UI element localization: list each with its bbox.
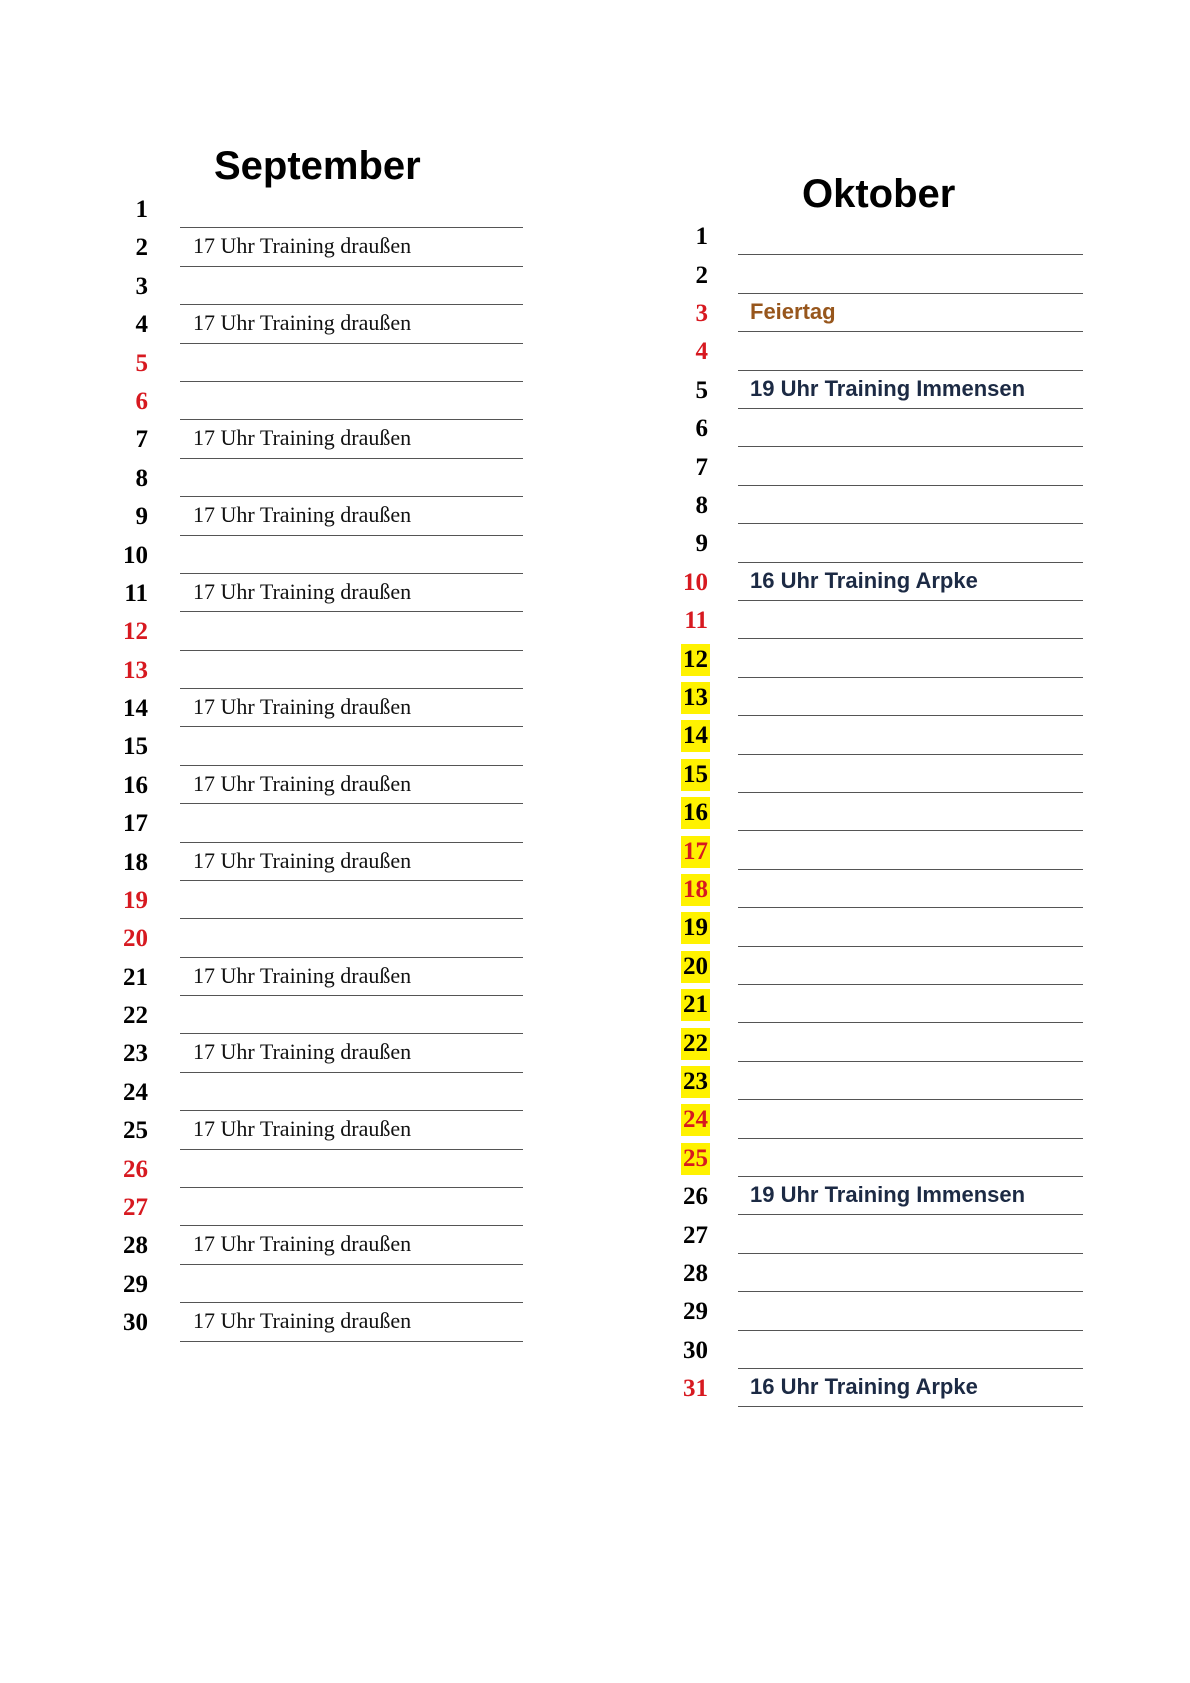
day-number: 8 [695, 491, 708, 519]
day-entry[interactable]: 17 Uhr Training draußen [193, 425, 412, 451]
day-row [100, 1292, 1083, 1330]
day-number: 26 [123, 1155, 148, 1183]
day-entry[interactable]: 17 Uhr Training draußen [193, 847, 412, 873]
day-number: 7 [135, 426, 148, 454]
day-row [100, 1177, 1083, 1215]
day-number: 12 [681, 644, 710, 676]
day-number: 18 [681, 874, 710, 906]
day-entry[interactable]: 17 Uhr Training draußen [193, 1116, 412, 1142]
day-row [100, 716, 1083, 754]
day-number: 22 [123, 1002, 148, 1030]
day-entry[interactable]: 17 Uhr Training draußen [193, 1231, 412, 1257]
day-entry[interactable]: 17 Uhr Training draußen [193, 502, 412, 528]
day-number: 10 [123, 541, 148, 569]
day-row [100, 985, 1083, 1023]
day-number: 4 [135, 311, 148, 339]
day-row [100, 832, 1083, 870]
day-number: 24 [681, 1104, 710, 1136]
month-title-oktober: Oktober [802, 172, 956, 216]
day-number: 7 [695, 453, 708, 481]
day-entry[interactable]: 17 Uhr Training draußen [193, 1039, 412, 1065]
day-number: 27 [683, 1221, 708, 1249]
day-number: 11 [684, 607, 708, 635]
day-number: 21 [681, 989, 710, 1021]
day-number: 22 [681, 1028, 710, 1060]
day-number: 23 [123, 1040, 148, 1068]
day-row [100, 409, 1083, 447]
day-row [100, 793, 1083, 831]
day-row [100, 1100, 1083, 1138]
day-row [100, 294, 1083, 332]
day-row [100, 1139, 1083, 1177]
day-number: 19 [123, 886, 148, 914]
day-number: 2 [135, 234, 148, 262]
day-entry[interactable]: 17 Uhr Training draußen [193, 694, 412, 720]
day-row [100, 870, 1083, 908]
day-number: 1 [695, 223, 708, 251]
day-number: 13 [123, 656, 148, 684]
day-entry[interactable]: 17 Uhr Training draußen [193, 233, 412, 259]
day-number: 19 [681, 912, 710, 944]
day-number: 31 [683, 1375, 708, 1403]
day-row [100, 1331, 1083, 1369]
day-entry[interactable]: 19 Uhr Training Immensen [750, 1182, 1026, 1208]
day-entry[interactable]: 17 Uhr Training draußen [193, 310, 412, 336]
day-number: 29 [123, 1270, 148, 1298]
day-row [100, 908, 1083, 946]
day-number: 6 [695, 415, 708, 443]
day-entry[interactable]: 16 Uhr Training Arpke [750, 567, 978, 593]
day-number: 5 [135, 349, 148, 377]
day-row [100, 371, 1083, 409]
day-entry[interactable]: 19 Uhr Training Immensen [750, 375, 1026, 401]
day-number: 14 [681, 720, 710, 752]
day-number: 3 [695, 299, 708, 327]
day-number: 26 [683, 1183, 708, 1211]
day-row [100, 524, 1083, 562]
day-row [100, 640, 1083, 678]
day-row [100, 486, 1083, 524]
day-number: 27 [123, 1193, 148, 1221]
day-entry[interactable]: 17 Uhr Training draußen [193, 578, 412, 604]
holiday-entry[interactable]: Feiertag [750, 298, 836, 324]
day-number: 11 [124, 579, 148, 607]
day-number: 25 [681, 1143, 710, 1175]
day-number: 9 [135, 503, 148, 531]
day-row [100, 601, 1083, 639]
day-number: 14 [123, 695, 148, 723]
day-row [100, 1216, 1083, 1254]
day-number: 2 [695, 261, 708, 289]
day-row [100, 563, 1083, 601]
day-number: 17 [681, 836, 710, 868]
day-number: 20 [681, 951, 710, 983]
day-number: 8 [135, 464, 148, 492]
day-row [100, 678, 1083, 716]
day-row [100, 1369, 1083, 1407]
day-number: 5 [695, 376, 708, 404]
day-number: 28 [123, 1232, 148, 1260]
day-number: 17 [123, 810, 148, 838]
day-number: 15 [681, 759, 710, 791]
day-number: 18 [123, 848, 148, 876]
day-row [100, 947, 1083, 985]
day-number: 23 [681, 1066, 710, 1098]
day-number: 16 [123, 771, 148, 799]
day-number: 20 [123, 925, 148, 953]
day-number: 15 [123, 733, 148, 761]
day-row [100, 448, 1083, 486]
day-number: 25 [123, 1117, 148, 1145]
day-number: 16 [681, 797, 710, 829]
day-number: 28 [683, 1259, 708, 1287]
day-number: 3 [135, 272, 148, 300]
month-title-september: September [214, 144, 421, 188]
day-number: 1 [135, 196, 148, 224]
day-entry[interactable]: 17 Uhr Training draußen [193, 770, 412, 796]
day-row [100, 217, 1083, 255]
day-number: 4 [695, 338, 708, 366]
day-entry[interactable]: 17 Uhr Training draußen [193, 1308, 412, 1334]
day-number: 10 [683, 568, 708, 596]
day-row [100, 332, 1083, 370]
day-number: 12 [123, 618, 148, 646]
entry-line [738, 1406, 1083, 1407]
day-row [100, 755, 1083, 793]
day-row [100, 256, 1083, 294]
day-number: 24 [123, 1078, 148, 1106]
day-row [100, 1062, 1083, 1100]
day-number: 30 [683, 1336, 708, 1364]
day-number: 21 [123, 963, 148, 991]
day-row [100, 1024, 1083, 1062]
day-row [100, 1254, 1083, 1292]
day-number: 29 [683, 1298, 708, 1326]
day-number: 30 [123, 1309, 148, 1337]
day-number: 6 [135, 388, 148, 415]
day-entry[interactable]: 16 Uhr Training Arpke [750, 1374, 978, 1400]
day-entry[interactable]: 17 Uhr Training draußen [193, 962, 412, 988]
day-number: 9 [695, 530, 708, 558]
day-number: 13 [681, 682, 710, 714]
